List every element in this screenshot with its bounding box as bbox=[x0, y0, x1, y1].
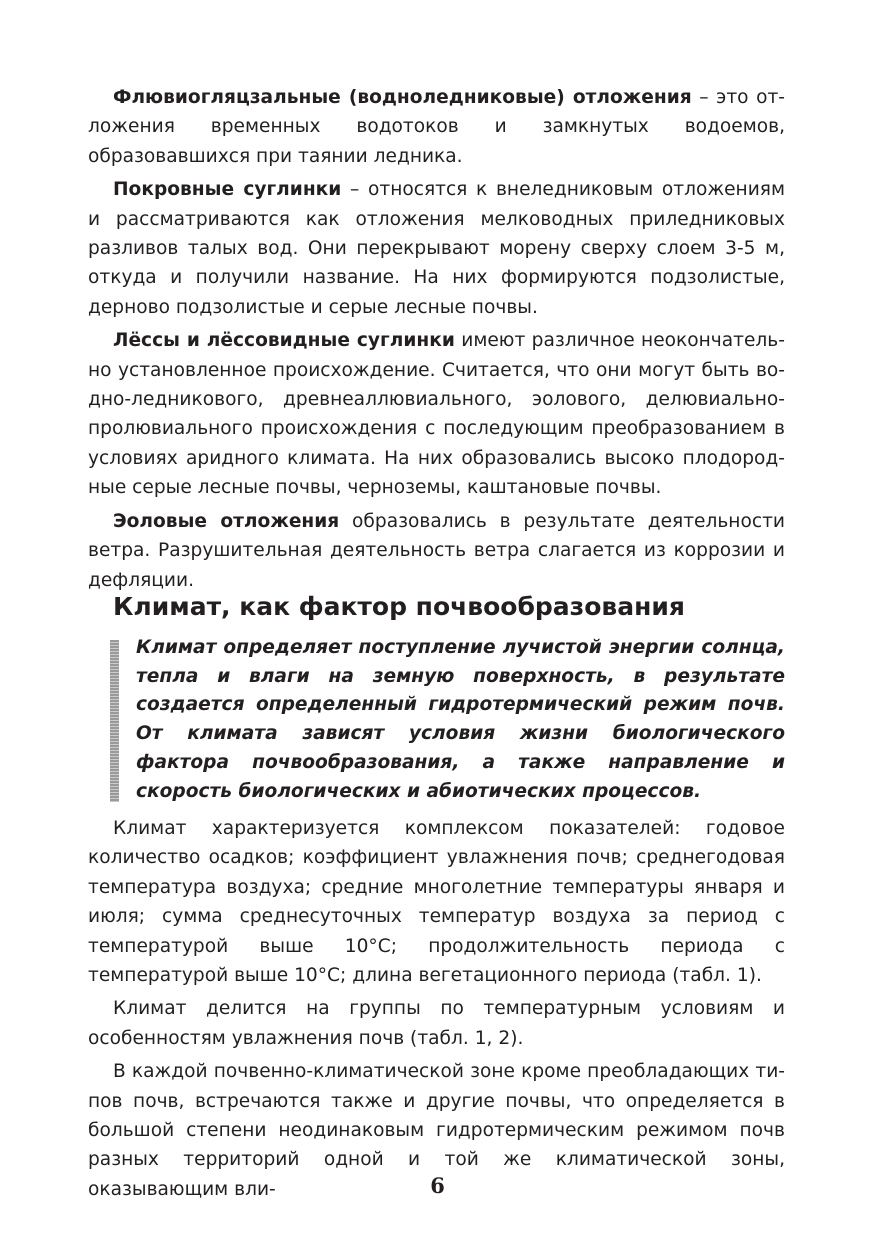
paragraph-aeolian bbox=[88, 507, 785, 595]
paragraph-fluvioglacial bbox=[88, 83, 785, 171]
paragraph-aeolian-text: образовались в результате деятельности ветра. Разрушительная деятельность ветра слагается из коррозии и дефляции. bbox=[88, 510, 785, 591]
term-loess: Лёссы и лёссовидные суглинки bbox=[113, 330, 455, 352]
callout-box bbox=[110, 634, 785, 802]
term-fluvioglacial: Флювиогляцзальные (водноледниковые) отложения bbox=[113, 87, 692, 108]
term-aeolian: Эоловые отложения bbox=[113, 510, 340, 532]
paragraph-loess-text: имеют различное неокончательно установленное происхождение. Считается, что они могут быть водно-ледникового, древнеаллювиального, эолового, делювиально-пролювиального происхождения с последующим преобразованием в условиях аридного климата. На них образовались высоко плодородные серые лесные почвы, черноземы, каштановые почвы. bbox=[88, 330, 785, 499]
callout-text: Климат определяет поступление лучистой энергии солнца, тепла и влаги на земную поверхность, в результате создается определенный гидротермический режим почв. От климата зависят условия жизни биологического фактора почвообразования, а также направление и скорость биологических и абиотических процессов. bbox=[136, 637, 785, 802]
bottom-paragraphs bbox=[88, 814, 785, 1208]
term-cover-loams: Покровные суглинки bbox=[113, 179, 342, 201]
paragraph-climate-indicators: Климат характеризуется комплексом показателей: годовое количество осадков; коэффициент увлажнения почв; среднегодовая температура воздуха; средние многолетние температуры января и июля; сумма среднесуточных температур воздуха за период с температурой выше 10°С; продолжительность периода с температурой выше 10°С; длина вегетационного периода (табл. 1). bbox=[88, 818, 785, 987]
paragraph-cover-loams-text: – относятся к внеледниковым отложениям и рассматриваются как отложения мелководных приледниковых разливов талых вод. Они перекрывают морену сверху слоем 3-5 м, откуда и получили название. На них формируются подзолистые, дерново подзолистые и серые лесные почвы. bbox=[88, 179, 785, 318]
callout-bar bbox=[110, 640, 119, 802]
paragraph-loess bbox=[88, 326, 785, 502]
top-paragraphs bbox=[88, 83, 785, 599]
paragraph-climate-groups: Климат делится на группы по температурным условиям и особенностям увлажнения почв (табл. 1, 2). bbox=[88, 998, 785, 1049]
paragraph-fluvioglacial-text: – это отложения временных водотоков и замкнутых водоемов, образовавшихся при таянии ледника. bbox=[88, 87, 786, 167]
paragraph-cover-loams bbox=[88, 175, 785, 322]
section-heading: Климат, как фактор почвообразования bbox=[113, 592, 685, 621]
page-number: 6 bbox=[430, 1173, 445, 1198]
paragraph-soil-zones: В каждой почвенно-климатической зоне кроме преобладающих типов почв, встречаются также и другие почвы, что определяется в большой степени неодинаковым гидротермическим режимом почв разных территорий одной и той же климатической зоны, оказывающим вли- bbox=[88, 1061, 785, 1200]
